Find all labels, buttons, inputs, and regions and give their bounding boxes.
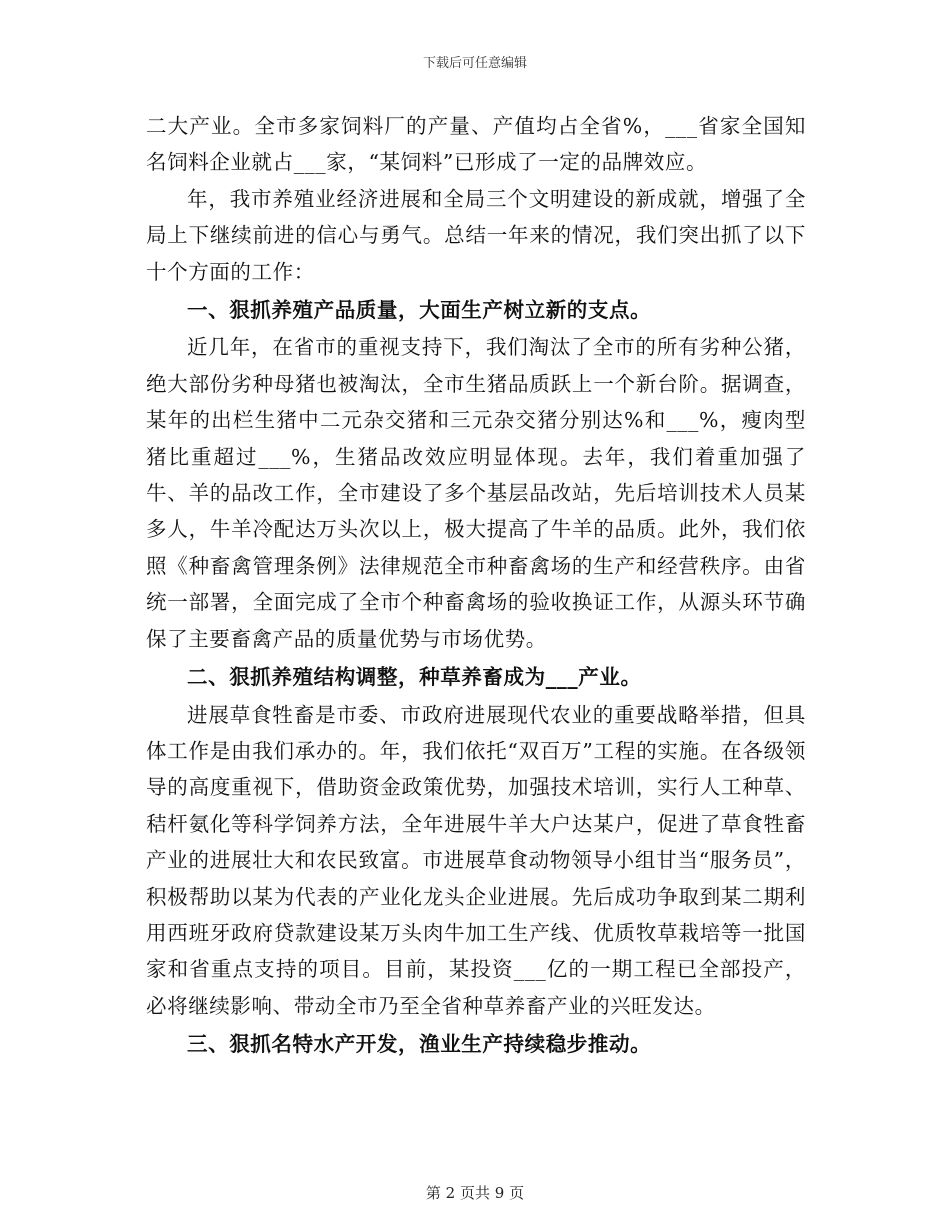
- section-heading-3: 三、狠抓名特水产开发，渔业生产持续稳步推动。: [187, 1032, 652, 1057]
- document-body: [146, 108, 806, 1064]
- page-footer: 第 2 页共 9 页: [425, 1184, 525, 1202]
- paragraph-section-1: 近几年，在省市的重视支持下，我们淘汰了全市的所有劣种公猪，绝大部份劣种母猪也被淘汰，全市生猪品质跃上一个新台阶。据调查，某年的出栏生猪中二元杂交猪和三元杂交猪分别达%和___%，瘦肉型猪比重超过___%，生猪品改效应明显体现。去年，我们着重加强了牛、羊的品改工作，全市建设了多个基层品改站，先后培训技术人员某多人，牛羊冷配达万头次以上，极大提高了牛羊的品质。此外，我们依照《种畜禽管理条例》法律规范全市种畜禽场的生产和经营秩序。由省统一部署，全面完成了全市个种畜禽场的验收换证工作，从源头环节确保了主要畜禽产品的质量优势与市场优势。: [146, 335, 806, 651]
- paragraph-continuation: 二大产业。全市多家饲料厂的产量、产值均占全省%，___省家全国知名饲料企业就占___家，“某饲料”已形成了一定的品牌效应。: [146, 114, 806, 175]
- paragraph-summary: 年，我市养殖业经济进展和全局三个文明建设的新成就，增强了全局上下继续前进的信心与勇气。总结一年来的情况，我们突出抓了以下十个方面的工作：: [146, 186, 806, 284]
- section-heading-1: 一、狠抓养殖产品质量，大面生产树立新的支点。: [187, 298, 652, 323]
- section-heading-2: 二、狠抓养殖结构调整，种草养畜成为___产业。: [187, 665, 642, 690]
- paragraph-section-2: 进展草食牲畜是市委、市政府进展现代农业的重要战略举措，但具体工作是由我们承办的。年，我们依托“双百万”工程的实施。在各级领导的高度重视下，借助资金政策优势，加强技术培训，实行人工种草、秸杆氨化等科学饲养方法，全年进展牛羊大户达某户，促进了草食牲畜产业的进展壮大和农民致富。市进展草食动物领导小组甘当“服务员”，积极帮助以某为代表的产业化龙头企业进展。先后成功争取到某二期利用西班牙政府贷款建设某万头肉牛加工生产线、优质牧草栽培等一批国家和省重点支持的项目。目前，某投资___亿的一期工程已全部投产，必将继续影响、带动全市乃至全省种草养畜产业的兴旺发达。: [146, 702, 806, 1018]
- page-header: 下载后可任意编辑: [422, 56, 527, 71]
